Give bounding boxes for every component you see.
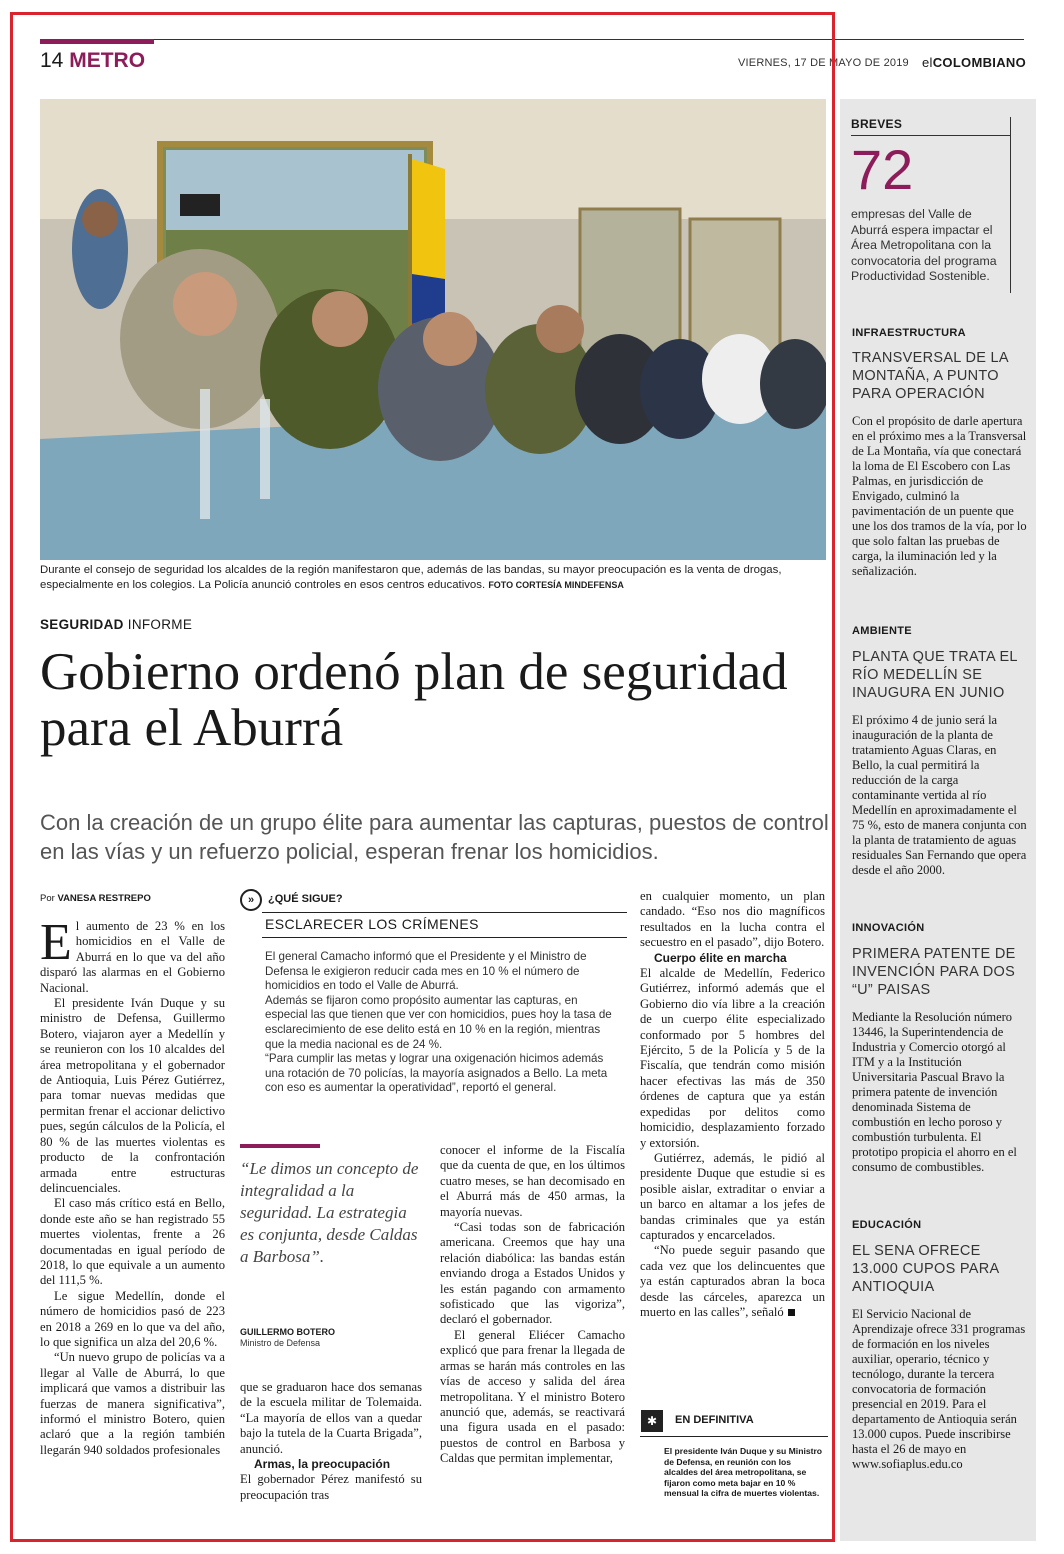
box-label: ¿QUÉ SIGUE?: [268, 893, 343, 905]
brief-title: TRANSVERSAL DE LA MONTAÑA, A PUNTO PARA OPERACIÓN: [852, 350, 1009, 402]
brief-section: EDUCACIÓN: [852, 1219, 922, 1231]
brief-section: AMBIENTE: [852, 625, 912, 637]
page-number: 14: [40, 49, 64, 72]
brief-title: EL SENA OFRECE 13.000 CUPOS PARA ANTIOQUIA: [852, 1243, 999, 1295]
article-kicker: SEGURIDAD INFORME: [40, 617, 193, 632]
brief-title: PLANTA QUE TRATA EL RÍO MEDELLÍN SE INAUGURA EN JUNIO: [852, 649, 1018, 701]
article-headline: Gobierno ordenó plan de seguridad para el Aburrá: [40, 643, 788, 757]
sidebar-title: BREVES: [851, 117, 903, 131]
brief-section: INNOVACIÓN: [852, 922, 925, 934]
paragraph: Gutiérrez, además, le pidió al presidente Duque que estudie si es posible aislar, extraditar o enviar a un barco en altamar a los jefes de bandas criminales que ya están capturados y encarcelados.: [640, 1150, 825, 1242]
highlight-frame: [10, 12, 835, 1542]
paragraph: El caso más crítico está en Bello, donde este año se han registrado 55 muertes violentas, frente a 26 documentadas en igual período de 2018, lo que equivale a un aumento del 111,5 %.: [40, 1196, 225, 1288]
drop-cap: E: [40, 914, 72, 971]
summary-icon: ✱: [641, 1410, 663, 1432]
paragraph: que se graduaron hace dos semanas de la escuela militar de Tolemaida. “La mayoría de ellos van a quedar bajo la tutela de la Cuarta Brigada”, anunció.: [240, 1380, 422, 1456]
pull-quote: “Le dimos un concepto de integralidad a la seguridad. La estrategia es conjunta, desde Caldas a Barbosa”.: [240, 1159, 419, 1266]
brief-body: El Servicio Nacional de Aprendizaje ofrece 331 programas de formación en los niveles auxiliar, operario, técnico y tecnólogo, durante la tercera convocatoria de formación presencial en 2019. Para el departamento de Antioquia serán 13.000 cupos. Puede inscribirse hasta el 26 de mayo en www.sofiaplus.edu.co: [852, 1307, 1026, 1471]
brief-body: Mediante la Resolución número 13446, la Superintendencia de Industria y Comercio otorgó al ITM y a la Institución Universitaria Pascual Bravo la primera patente de invención denominada Sistema de combustión en lecho poroso y combustión turbulenta. El prototipo propicia el ahorro en el consumo de combustibles.: [852, 1010, 1017, 1174]
edition-date: VIERNES, 17 DE MAYO DE 2019: [738, 57, 909, 69]
paragraph: en cualquier momento, un plan candado. “Eso nos dio magníficos resultados en la lucha contra el secuestro en el pasado”, dijo Botero.: [640, 889, 825, 950]
brief-section: INFRAESTRUCTURA: [852, 327, 966, 339]
paragraph: “No puede seguir pasando que cada vez que los delincuentes que ya están capturados abran la boca desde las cárceles, aparezca un muerto en las calles”, señaló: [640, 1243, 825, 1319]
paragraph: Le sigue Medellín, donde el número de homicidios pasó de 223 en 2018 a 269 en lo que va del año, lo que significa un alza del 20,6 %.: [40, 1288, 225, 1349]
photo-credit: FOTO CORTESÍA MINDEFENSA: [488, 580, 624, 590]
paragraph: “Un nuevo grupo de policías va a llegar al Valle de Aburrá, lo que implicará que vamos a distribuir las fuerzas de manera significativa”, informó el ministro Botero, quien aclaró que a la región también llegarán 940 soldados profesionales: [40, 1350, 225, 1457]
brief-big-number: 72: [851, 138, 914, 201]
byline: Por VANESA RESTREPO: [40, 893, 151, 904]
next-steps-icon: »: [240, 889, 262, 911]
sidebar-rule: [851, 135, 1011, 136]
quote-author: GUILLERMO BOTERO: [240, 1327, 335, 1337]
box-title: ESCLARECER LOS CRÍMENES: [265, 916, 479, 932]
paragraph: El presidente Iván Duque y su ministro de Defensa, Guillermo Botero, viajaron ayer a Medellín y se reunieron con los 10 alcaldes del área metropolitana y el gobernador de Antioquia, Luis Pérez Gutiérrez, para tomar nuevas medidas que permitan frenar el accionar delictivo pues, según cálculos de la Policía, el 80 % de las muertes violentas es producto de la confrontación armada entre estructuras delincuenciales.: [40, 996, 225, 1195]
brief-body: El próximo 4 de junio será la inauguración de la planta de tratamiento Aguas Claras, en Bello, la cual permitirá la reducción de la carga contaminante vertida al río Medellín en aproximadamente el 75 %, esto de manera conjunta con la planta de tratamiento de aguas residuales San Fernando que opera desde el año 2000.: [852, 713, 1027, 877]
quote-author-role: Ministro de Defensa: [240, 1338, 321, 1348]
paragraph: El alcalde de Medellín, Federico Gutiérrez, informó además que el Gobierno dio vía libre a la creación de un cuerpo élite especializado conformado por 5 hombres del Ejército, 5 de la Policía y 5 de la Fiscalía, que tendrán como misión hacer efectivas las más de 350 órdenes de captura que ya están expedidas por delitos como homicidio, desplazamiento forzado y extorsión.: [640, 966, 825, 1150]
subheading: Cuerpo élite en marcha: [654, 950, 787, 965]
newspaper-brand: elCOLOMBIANO: [922, 55, 1026, 70]
sidebar-vertical-rule: [1010, 117, 1011, 293]
photo-caption: Durante el consejo de seguridad los alcaldes de la región manifestaron que, además de las bandas, su mayor preocupación es la venta de drogas, especialmente en los colegios. La Policía anunció controles en esos centros educativos. FOTO CORTESÍA MINDEFENSA: [40, 564, 782, 591]
paragraph: conocer el informe de la Fiscalía que da cuenta de que, en los últimos cuatro meses, se han decomisado en el Aburrá más de 450 armas, la mayoría nuevas.: [440, 1143, 625, 1219]
brief-big-text: empresas del Valle de Aburrá espera impactar el Área Metropolitana con la convocatoria del programa Productividad Sostenible.: [851, 207, 997, 283]
paragraph: El gobernador Pérez manifestó su preocupación tras: [240, 1472, 422, 1502]
paragraph: El general Eliécer Camacho explicó que para frenar la llegada de armas se harán más controles en las vías de acceso y salida del área metropolitana. Y el ministro Botero anunció que, además, se reactivará una figura usada en el pasado: puestos de control en Barbosa y Caldas que permitan implementar,: [440, 1327, 625, 1466]
paragraph: “Casi todas son de fabricación americana. Creemos que hay una relación diabólica: las bandas están enviando droga a Estados Unidos y les están pagando con armamento sofisticado que las vigoriza”, declaró el gobernador.: [440, 1220, 625, 1327]
brief-title: PRIMERA PATENTE DE INVENCIÓN PARA DOS “U” PAISAS: [852, 946, 1016, 998]
brief-body: Con el propósito de darle apertura en el próximo mes a la Transversal de La Montaña, vía que conectará la loma de El Escobero con Las Palmas, en jurisdicción de Envigado, culminó la pavimentación de un puente que une los dos tramos de la vía, por lo que solo faltan las pruebas de carga, la iluminación led y la señalización.: [852, 414, 1027, 578]
subheading: Armas, la preocupación: [254, 1457, 391, 1472]
section-name: METRO: [69, 49, 146, 72]
summary-label: EN DEFINITIVA: [675, 1414, 754, 1426]
summary-text: El presidente Iván Duque y su Ministro de Defensa, en reunión con los alcaldes del área metropolitana, se fijaron como meta bajar en 10 % mensual la cifra de muertes violentas.: [664, 1446, 823, 1499]
article-deck: Con la creación de un grupo élite para aumentar las capturas, puestos de control en las vías y un refuerzo policial, esperan frenar los homicidios.: [40, 810, 829, 864]
paragraph: El aumento de 23 % en los homicidios en el Valle de Aburrá en lo que va del año disparó las alarmas en el Gobierno Nacional.: [40, 914, 225, 995]
box-text: El general Camacho informó que el Presidente y el Ministro de Defensa le exigieron reducir cada mes en 10 % el número de homicidios en todo el Valle de Aburrá. Además se fijaron como propósito aumentar las capturas, en especial las que tienen que ver con homicidios, pues hoy la tasa de esclarecimiento de ese delito está en 10 % en la región, mientras que la media nacional es de 24 %. “Para cumplir las metas y lograr una oxigenación hicimos además una rotación de 70 policías, la mayoría asignados a Bello. La meta con eso es aumentar la operatividad”, reportó el general.: [265, 950, 612, 1095]
